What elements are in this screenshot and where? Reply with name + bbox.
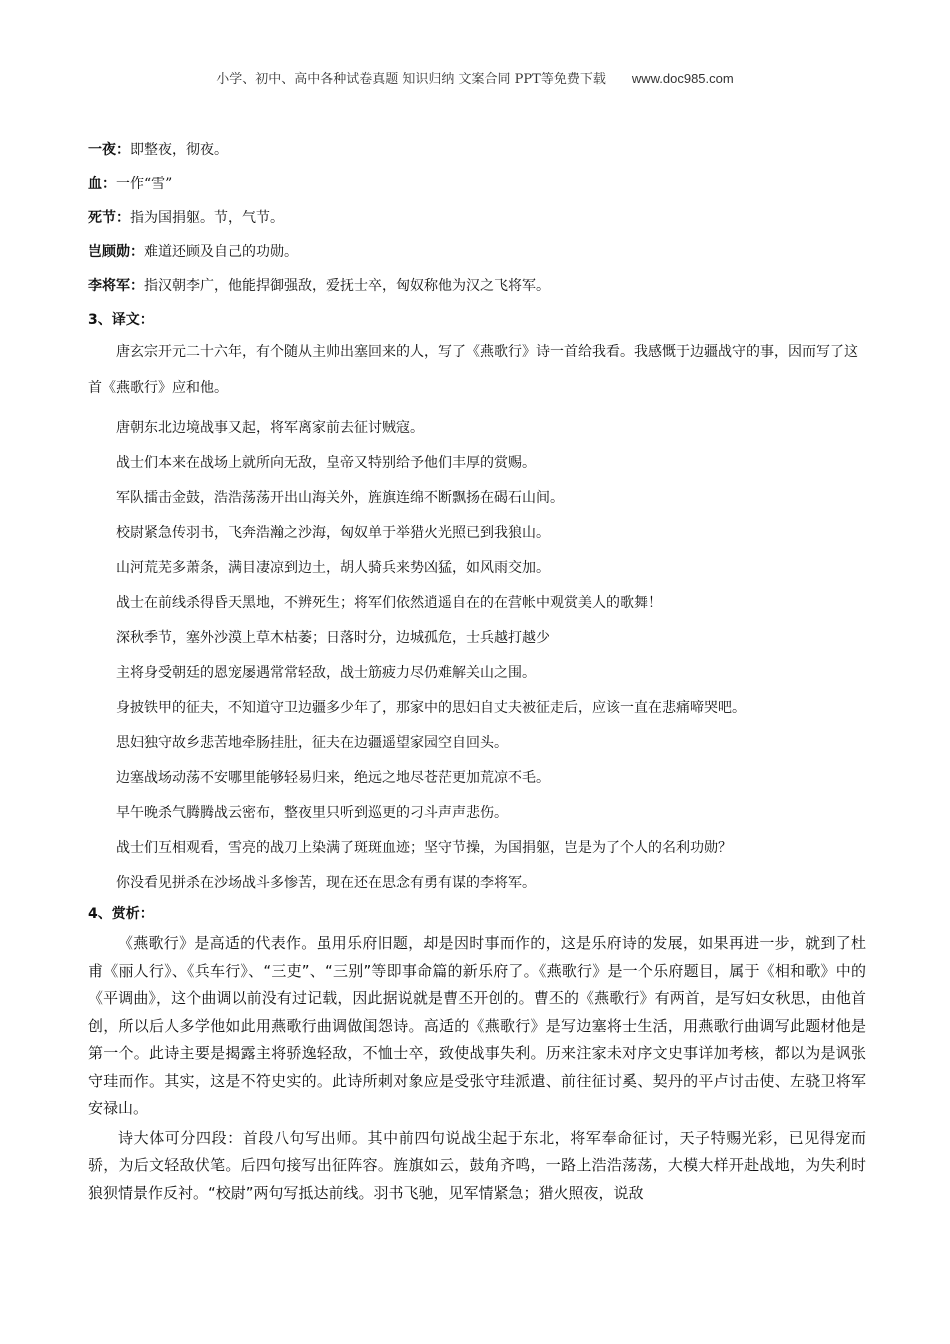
appreciation-heading: 4、赏析： xyxy=(88,906,154,922)
page-header xyxy=(0,68,950,87)
translation-paragraph: 边塞战场动荡不安哪里能够轻易归来，绝远之地尽苍茫更加荒凉不毛。 xyxy=(116,770,550,786)
header-text: 小学、初中、高中各种试卷真题 知识归纳 文案合同 PPT等免费下载 xyxy=(216,72,606,87)
note-definition: 指为国捐躯。节，气节。 xyxy=(130,210,284,226)
translation-paragraph: 唐玄宗开元二十六年，有个随从主帅出塞回来的人，写了《燕歌行》诗一首给我看。我感慨于边疆战守的事，因而写了这首《燕歌行》应和他。 xyxy=(88,344,858,396)
note-item xyxy=(88,276,866,296)
note-item xyxy=(88,140,866,160)
translation-paragraph: 军队擂击金鼓，浩浩荡荡开出山海关外，旌旗连绵不断飘扬在碣石山间。 xyxy=(116,490,564,506)
header-site-link[interactable]: www.doc985.com xyxy=(631,71,734,86)
translation-paragraph: 身披铁甲的征夫，不知道守卫边疆多少年了，那家中的思妇自丈夫被征走后，应该一直在悲痛啼哭吧。 xyxy=(116,700,746,716)
note-definition: 一作“雪” xyxy=(116,176,173,192)
translation-paragraph: 深秋季节，塞外沙漠上草木枯萎；日落时分，边城孤危，士兵越打越少 xyxy=(116,630,550,646)
translation-paragraph: 山河荒芜多萧条，满目凄凉到边土，胡人骑兵来势凶猛，如风雨交加。 xyxy=(116,560,550,576)
word-notes xyxy=(88,140,866,296)
note-term: 一夜： xyxy=(88,142,130,158)
appreciation-paragraph: 《燕歌行》是高适的代表作。虽用乐府旧题，却是因时事而作的，这是乐府诗的发展，如果再进一步，就到了杜甫《丽人行》、《兵车行》、“三吏”、“三别”等即事命篇的新乐府了。《燕歌行》是一个乐府题目，属于《相和歌》中的《平调曲》，这个曲调以前没有过记载，因此据说就是曹丕开创的。曹丕的《燕歌行》有两首，是写妇女秋思，由他首创，所以后人多学他如此用燕歌行曲调做闺怨诗。高适的《燕歌行》是写边塞将士生活，用燕歌行曲调写此题材他是第一个。此诗主要是揭露主将骄逸轻敌，不恤士卒，致使战事失利。历来注家未对序文史事详加考核，都以为是讽张守珪而作。其实，这是不符史实的。此诗所刺对象应是受张守珪派遣、前往征讨奚、契丹的平卢讨击使、左骁卫将军安禄山。 xyxy=(88,934,866,1117)
translation-section xyxy=(88,334,866,893)
translation-paragraph: 战士们本来在战场上就所向无敌，皇帝又特别给予他们丰厚的赏赐。 xyxy=(116,455,536,471)
note-definition: 即整夜，彻夜。 xyxy=(130,142,228,158)
note-item xyxy=(88,242,866,262)
note-term: 岂顾勋： xyxy=(88,244,144,260)
note-item xyxy=(88,208,866,228)
note-term: 死节： xyxy=(88,210,130,226)
translation-paragraph: 战士在前线杀得昏天黑地，不辨死生；将军们依然逍遥自在的在营帐中观赏美人的歌舞！ xyxy=(116,595,662,611)
translation-paragraph: 校尉紧急传羽书，飞奔浩瀚之沙海，匈奴单于举猎火光照已到我狼山。 xyxy=(116,525,550,541)
translation-paragraph: 主将身受朝廷的恩宠屡遇常常轻敌，战士筋疲力尽仍难解关山之围。 xyxy=(116,665,536,681)
appreciation-paragraph: 诗大体可分四段：首段八句写出师。其中前四句说战尘起于东北，将军奉命征讨，天子特赐光彩，已见得宠而骄，为后文轻敌伏笔。后四句接写出征阵容。旌旗如云，鼓角齐鸣，一路上浩浩荡荡，大模大样开赴战地，为失利时狼狈情景作反衬。“校尉”两句写抵达前线。羽书飞驰，见军情紧急；猎火照夜，说敌 xyxy=(88,1128,866,1202)
translation-paragraph: 战士们互相观看，雪亮的战刀上染满了斑斑血迹；坚守节操，为国捐躯，岂是为了个人的名利功勋？ xyxy=(116,840,732,856)
note-item xyxy=(88,174,866,194)
document-body xyxy=(88,140,866,1207)
appreciation-section xyxy=(88,930,866,1207)
translation-paragraph: 唐朝东北边境战事又起，将军离家前去征讨贼寇。 xyxy=(116,420,424,436)
note-definition: 指汉朝李广，他能捍御强敌，爱抚士卒，匈奴称他为汉之飞将军。 xyxy=(144,278,550,294)
translation-paragraph: 思妇独守故乡悲苦地牵肠挂肚，征夫在边疆遥望家园空自回头。 xyxy=(116,735,508,751)
translation-paragraph: 你没看见拼杀在沙场战斗多惨苦，现在还在思念有勇有谋的李将军。 xyxy=(116,875,536,891)
note-term: 血： xyxy=(88,176,116,192)
note-definition: 难道还顾及自己的功勋。 xyxy=(144,244,298,260)
translation-heading: 3、译文： xyxy=(88,312,154,328)
translation-paragraph: 早午晚杀气腾腾战云密布，整夜里只听到巡更的刁斗声声悲伤。 xyxy=(116,805,508,821)
note-term: 李将军： xyxy=(88,278,144,294)
